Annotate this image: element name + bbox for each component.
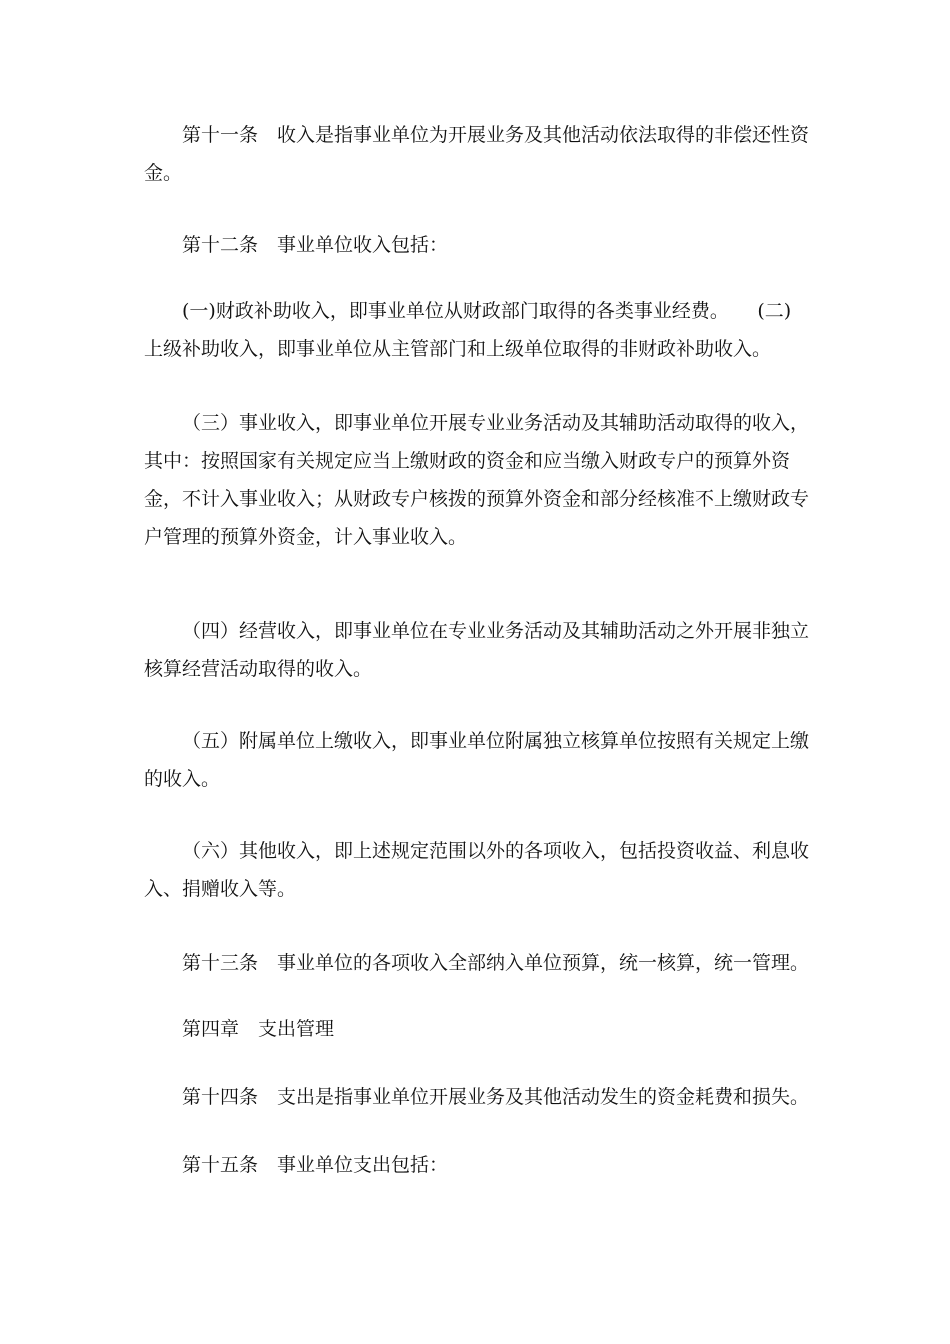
paragraph-item-4: （四）经营收入，即事业单位在专业业务活动及其辅助活动之外开展非独立核算经营活动取得的收入。 xyxy=(144,620,810,680)
chapter-heading: 第四章 支出管理 xyxy=(182,1018,335,1040)
paragraph-item-3: （三）事业收入，即事业单位开展专业业务活动及其辅助活动取得的收入，其中：按照国家有关规定应当上缴财政的资金和应当缴入财政专户的预算外资金，不计入事业收入；从财政专户核拨的预算外资金和部分经核准不上缴财政专户管理的预算外资金，计入事业收入。 xyxy=(144,412,810,548)
paragraph-article-12: 第十二条 事业单位收入包括： xyxy=(182,234,449,256)
paragraph-article-11: 第十一条 收入是指事业单位为开展业务及其他活动依法取得的非偿还性资金。 xyxy=(144,124,810,184)
paragraph-item-6: （六）其他收入，即上述规定范围以外的各项收入，包括投资收益、利息收入、捐赠收入等。 xyxy=(144,840,810,900)
paragraph-article-14: 第十四条 支出是指事业单位开展业务及其他活动发生的资金耗费和损失。 xyxy=(182,1086,810,1108)
paragraph-article-15: 第十五条 事业单位支出包括： xyxy=(182,1154,449,1176)
paragraph-article-13: 第十三条 事业单位的各项收入全部纳入单位预算，统一核算，统一管理。 xyxy=(182,952,810,974)
paragraph-item-1-2: (一)财政补助收入，即事业单位从财政部门取得的各类事业经费。 (二)上级补助收入，即事业单位从主管部门和上级单位取得的非财政补助收入。 xyxy=(144,300,792,360)
paragraph-item-5: （五）附属单位上缴收入，即事业单位附属独立核算单位按照有关规定上缴的收入。 xyxy=(144,730,810,790)
